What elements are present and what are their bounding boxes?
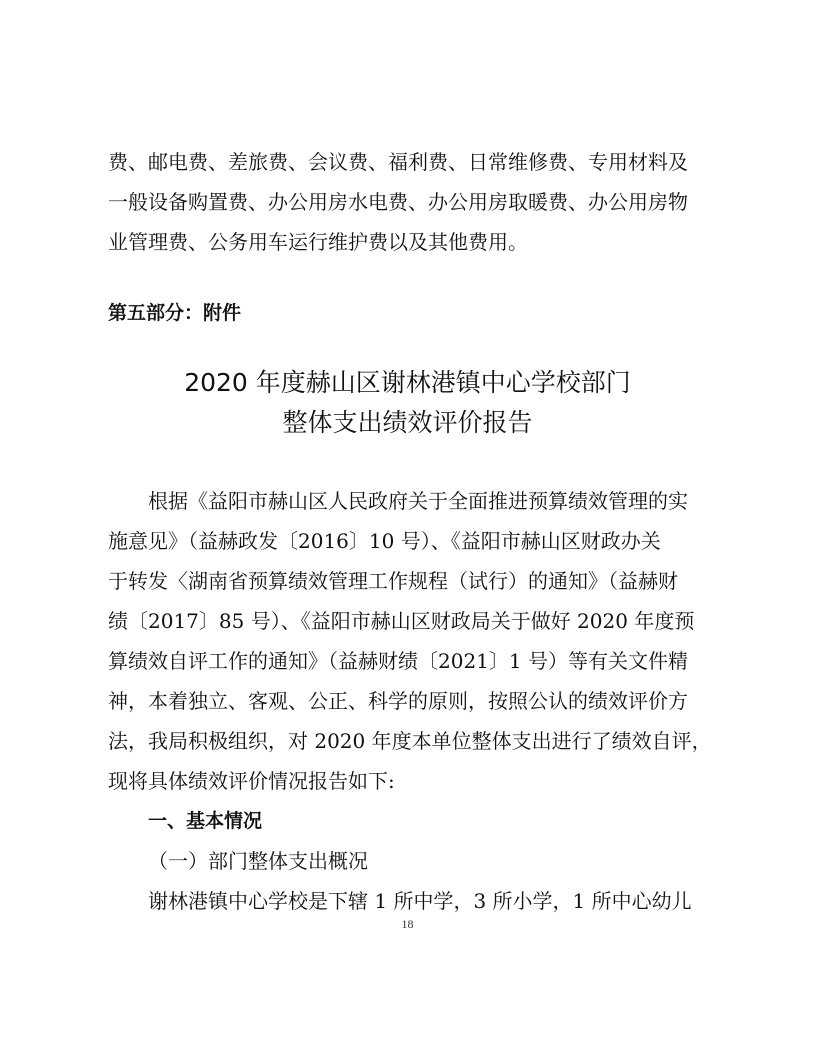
body-line-6: 神，本着独立、客观、公正、科学的原则，按照公认的绩效评价方 <box>108 689 688 713</box>
body-line-1: 根据《益阳市赫山区人民政府关于全面推进预算绩效管理的实 <box>148 489 688 513</box>
body-line-5: 算绩效自评工作的通知》（益赫财绩〔2021〕1 号）等有关文件精 <box>108 649 688 673</box>
report-title-line-2: 整体支出绩效评价报告 <box>282 408 533 437</box>
body-line-3: 于转发〈湖南省预算绩效管理工作规程（试行）的通知》（益赫财 <box>108 569 678 593</box>
intro-line-3: 业管理费、公务用车运行维护费以及其他费用。 <box>108 230 528 254</box>
page-number: 18 <box>401 917 414 931</box>
intro-line-2: 一般设备购置费、办公用房水电费、办公用房取暖费、办公用房物 <box>108 190 688 214</box>
section-heading: 第五部分：附件 <box>108 302 242 324</box>
body-line-2: 施意见》（益赫政发〔2016〕10 号）、《益阳市赫山区财政办关 <box>108 529 661 553</box>
report-title-line-1: 2020 年度赫山区谢林港镇中心学校部门 <box>184 368 631 397</box>
heading-basic-info: 一、基本情况 <box>148 810 263 832</box>
subheading-overview: （一）部门整体支出概况 <box>148 849 368 873</box>
body-line-4: 绩〔2017〕85 号）、《益阳市赫山区财政局关于做好 2020 年度预 <box>108 609 695 633</box>
intro-line-1: 费、邮电费、差旅费、会议费、福利费、日常维修费、专用材料及 <box>108 150 688 174</box>
body-line-7: 法，我局积极组织，对 2020 年度本单位整体支出进行了绩效自评， <box>108 729 712 753</box>
body-line-9: 谢林港镇中心学校是下辖 1 所中学，3 所小学，1 所中心幼儿 <box>148 889 692 913</box>
body-line-8: 现将具体绩效评价情况报告如下: <box>108 769 395 793</box>
